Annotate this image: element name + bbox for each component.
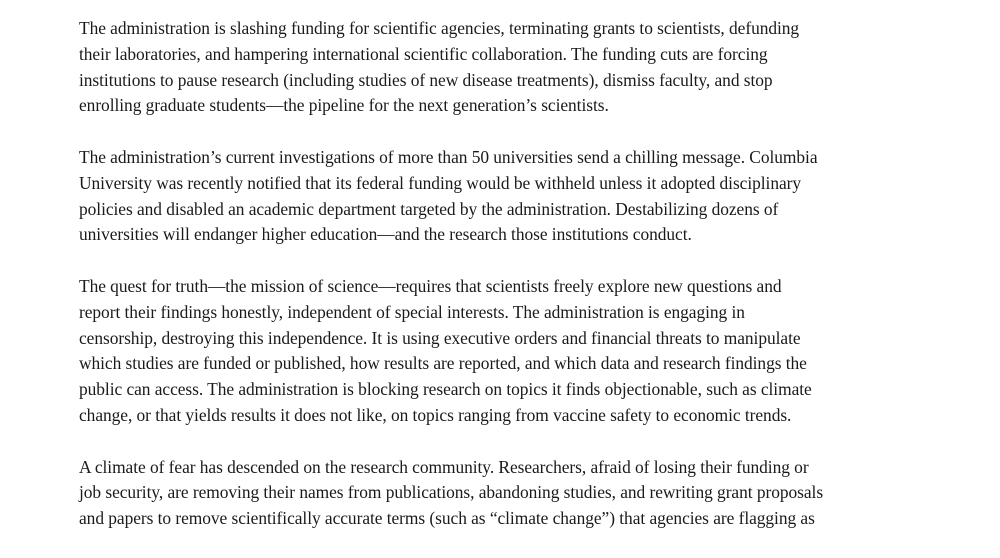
text-line: University was recently notified that its federal funding would be withheld unless it adopted disciplinary [79,172,802,193]
text-line: universities will endanger higher education—and the research those institutions conduct. [79,224,692,245]
text-line: and papers to remove scientifically accurate terms (such as “climate change”) that agencies are flagging as [79,508,815,529]
text-line: their laboratories, and hampering international scientific collaboration. The funding cuts are forcing [79,43,768,64]
text-line: The administration’s current investigations of more than 50 universities send a chilling message. Columbia [79,146,818,167]
text-line: The administration is slashing funding for scientific agencies, terminating grants to scientists, defunding [79,18,800,38]
text-line: which studies are funded or published, how results are reported, and which data and research findings the [79,353,807,374]
paragraph-university-investigations [79,145,939,248]
text-line: censorship, destroying this independence. It is using executive orders and financial threats to manipulate [79,327,801,348]
text-line: report their findings honestly, independent of special interests. The administration is engaging in [79,301,745,322]
text-line: enrolling graduate students—the pipeline for the next generation’s scientists. [79,95,609,116]
text-line: institutions to pause research (including studies of new disease treatments), dismiss faculty, and stop [79,69,773,90]
text-line: The quest for truth—the mission of science—requires that scientists freely explore new questions and [79,275,782,296]
text-line: job security, are removing their names from publications, abandoning studies, and rewriting grant proposals [79,482,824,503]
paragraph-climate-of-fear [79,455,939,532]
text-line: A climate of fear has descended on the research community. Researchers, afraid of losing their funding or [79,456,809,477]
text-line: change, or that yields results it does not like, on topics ranging from vaccine safety to economic trends. [79,404,792,425]
document-body [79,16,939,558]
text-line: policies and disabled an academic department targeted by the administration. Destabilizing dozens of [79,198,779,219]
paragraph-censorship [79,274,939,429]
text-line: public can access. The administration is blocking research on topics it finds objectionable, such as climate [79,379,812,400]
paragraph-funding-cuts [79,16,939,119]
